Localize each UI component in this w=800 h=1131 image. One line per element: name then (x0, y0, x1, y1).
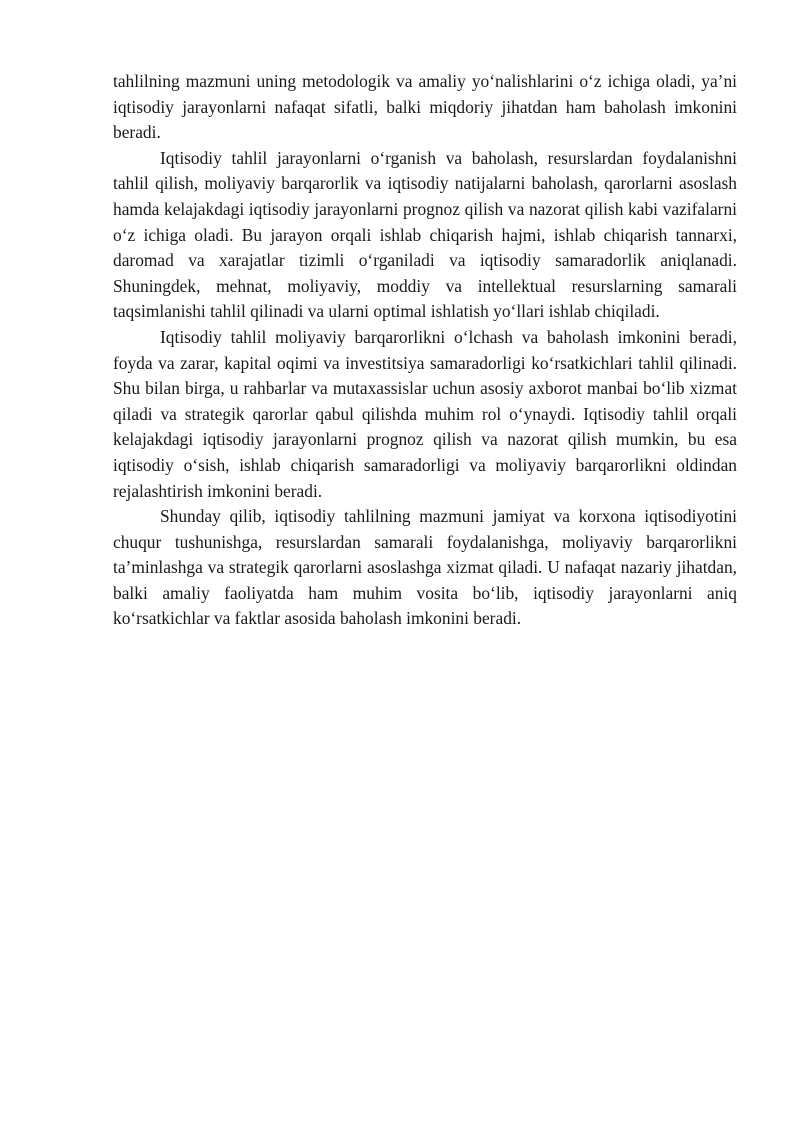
paragraph-financial-stability: Iqtisodiy tahlil moliyaviy barqarorlikni o‘lchash va baholash imkonini beradi, foyda va zarar, kapital oqimi va investitsiya samaradorligi ko‘rsatkichlari tahlil qilinadi. Shu bilan birga, u rahbarlar va mutaxassislar uchun asosiy axborot manbai bo‘lib xizmat qiladi va strategik qarorlar qabul qilishda muhim rol o‘ynaydi. Iqtisodiy tahlil orqali kelajakdagi iqtisodiy jarayonlarni prognoz qilish va nazorat qilish mumkin, bu esa iqtisodiy o‘sish, ishlab chiqarish samaradorligi va moliyaviy barqarorlikni oldindan rejalashtirish imkonini beradi. (113, 326, 737, 501)
paragraph-conclusion: Shunday qilib, iqtisodiy tahlilning mazmuni jamiyat va korxona iqtisodiyotini chuqur tushunishga, resurslardan samarali foydalanishga, moliyaviy barqarorlikni ta’minlashga va strategik qarorlarni asoslashga xizmat qiladi. U nafaqat nazariy jihatdan, balki amaliy faoliyatda ham muhim vosita bo‘lib, iqtisodiy jarayonlarni aniq ko‘rsatkichlar va faktlar asosida baholash imkonini beradi. (113, 506, 737, 629)
body-text (113, 69, 737, 632)
paragraph-continuation: tahlilning mazmuni uning metodologik va amaliy yo‘nalishlarini o‘z ichiga oladi, ya’ni iqtisodiy jarayonlarni nafaqat sifatli, balki miqdoriy jihatdan ham baholash imkonini beradi. (113, 71, 737, 143)
paragraph-tasks: Iqtisodiy tahlil jarayonlarni o‘rganish va baholash, resurslardan foydalanishni tahlil qilish, moliyaviy barqarorlik va iqtisodiy natijalarni baholash, qarorlarni asoslash hamda kelajakdagi iqtisodiy jarayonlarni prognoz qilish va nazorat qilish kabi vazifalarni o‘z ichiga oladi. Bu jarayon orqali ishlab chiqarish hajmi, ishlab chiqarish tannarxi, daromad va xarajatlar tizimli o‘rganiladi va iqtisodiy samaradorlik aniqlanadi. Shuningdek, mehnat, moliyaviy, moddiy va intellektual resurslarning samarali taqsimlanishi tahlil qilinadi va ularni optimal ishlatish yo‘llari ishlab chiqiladi. (113, 147, 737, 322)
